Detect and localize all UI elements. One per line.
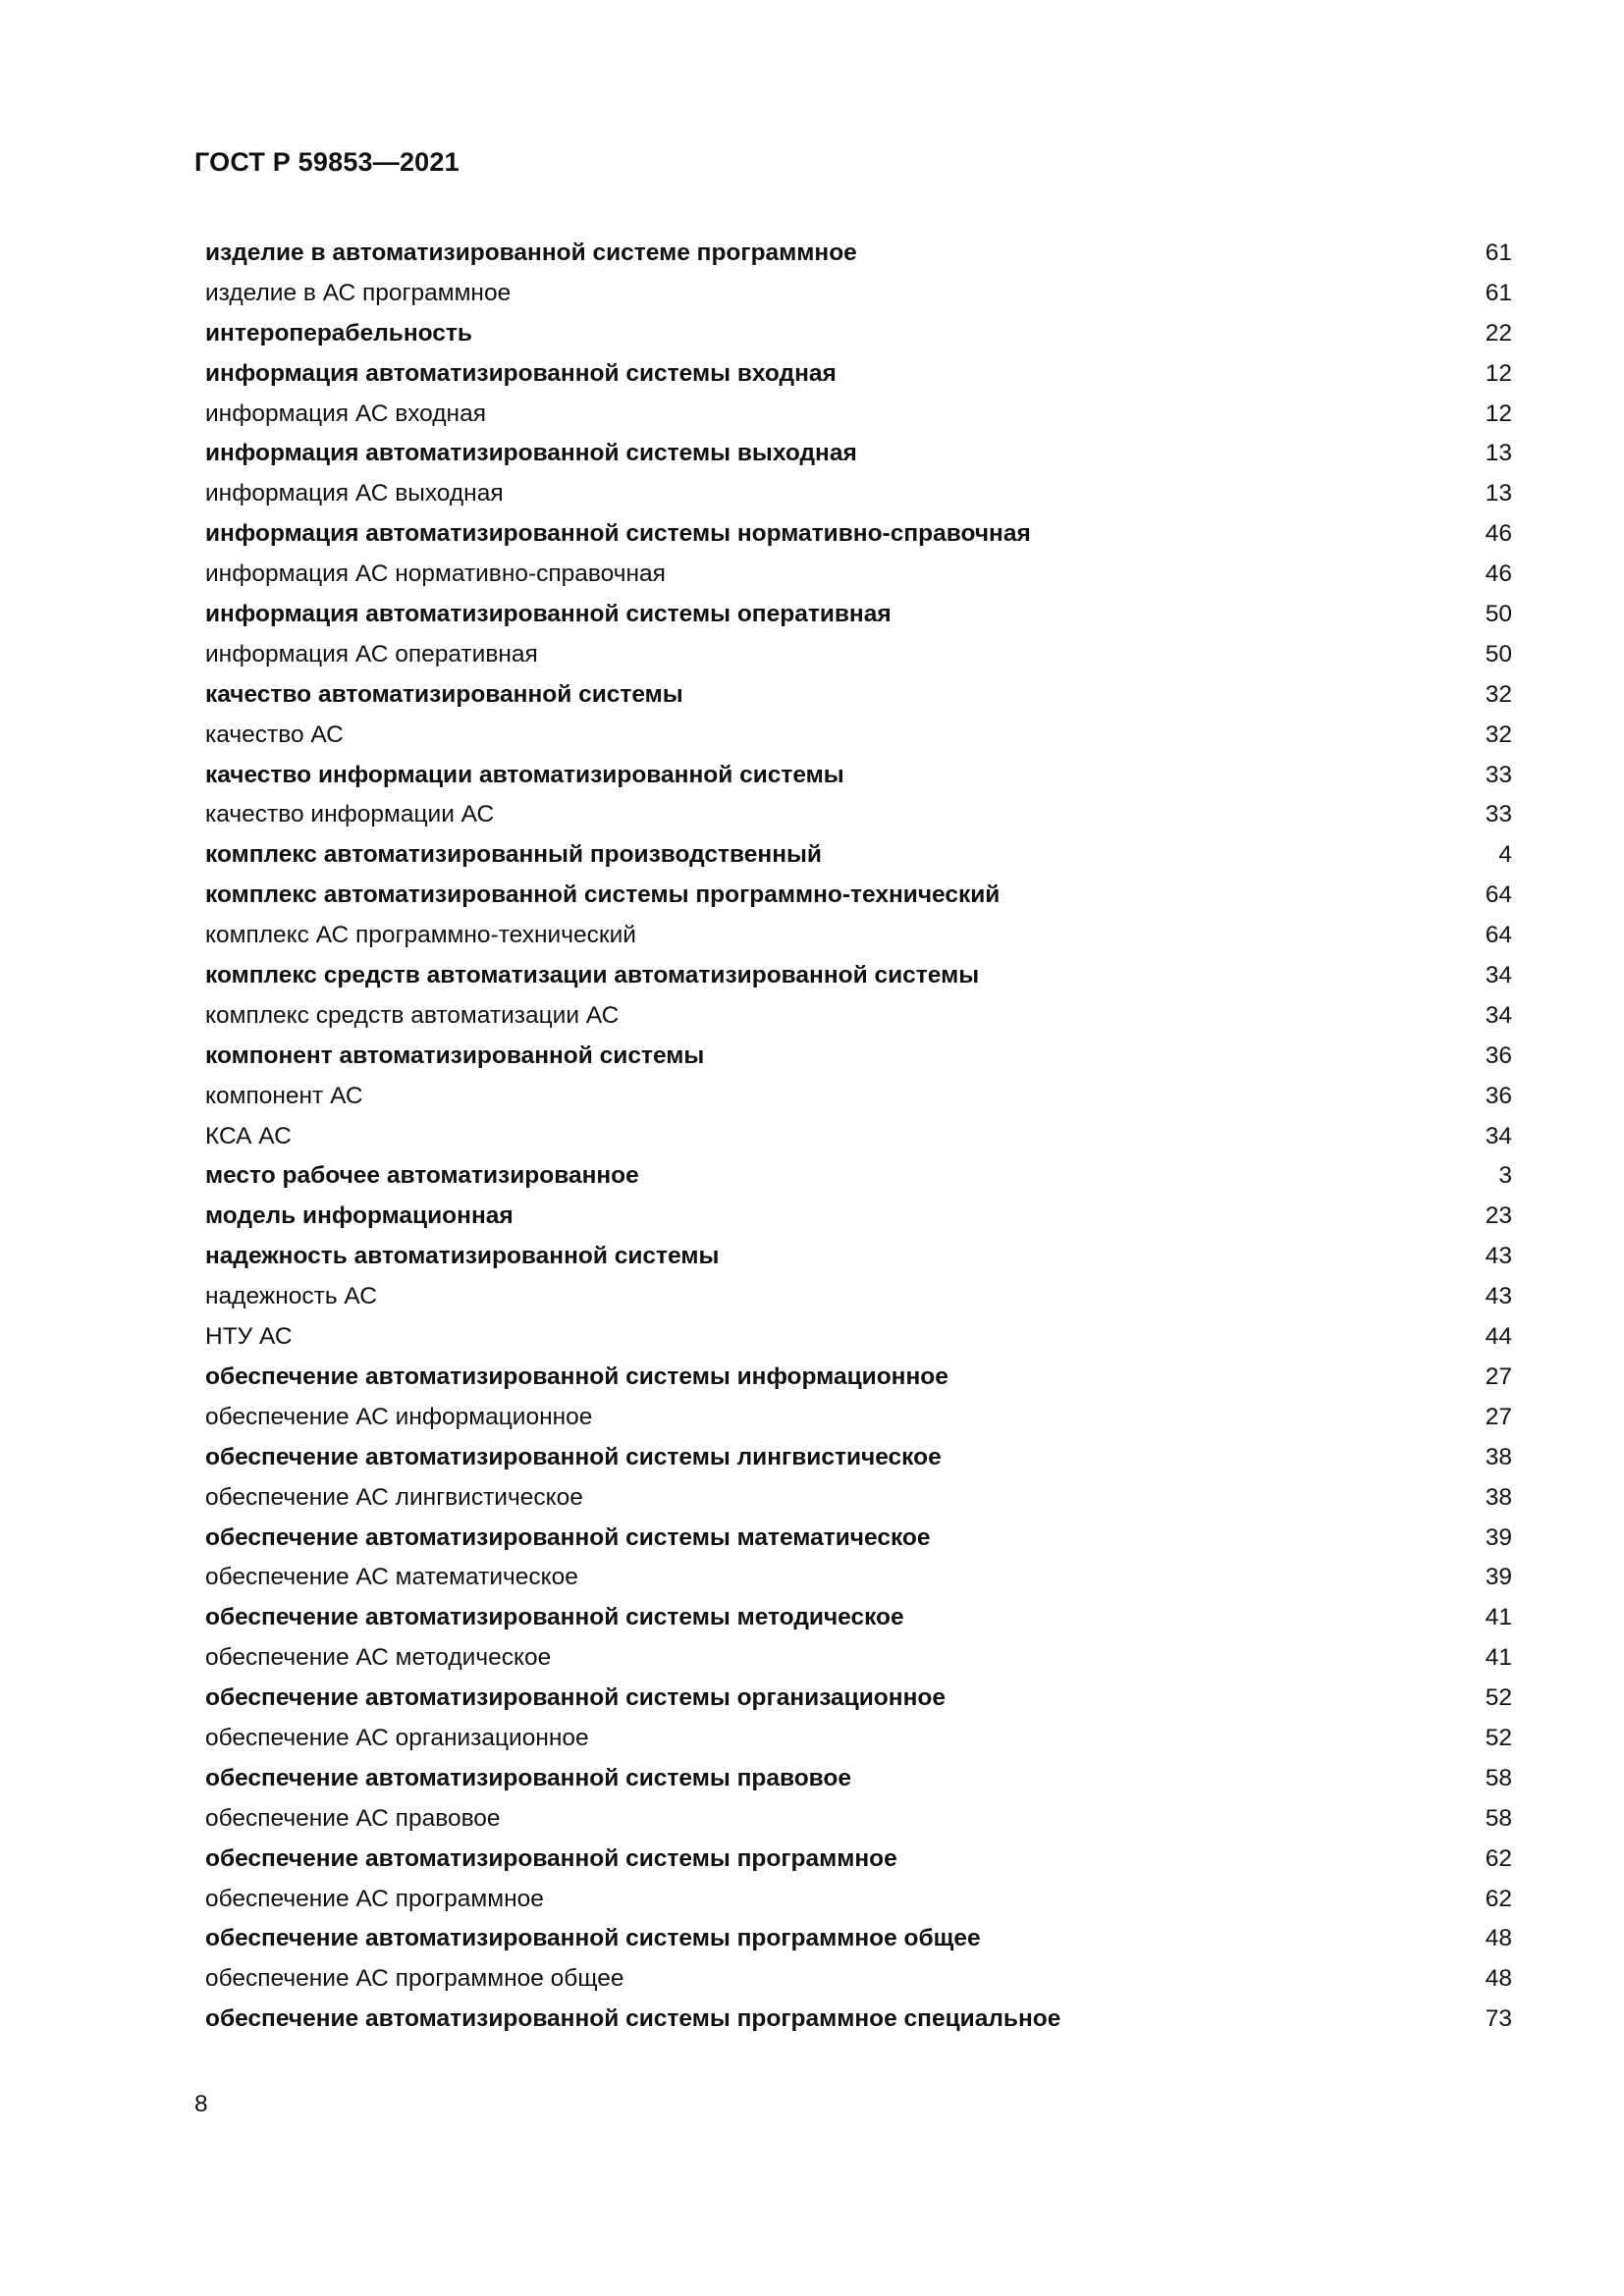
index-term: обеспечение автоматизированной системы методическое [205,1604,904,1631]
index-page-ref: 32 [1485,680,1512,708]
index-entry [205,1077,1512,1117]
index-entry [205,876,1512,916]
index-term: изделие в автоматизированной системе программное [205,240,857,266]
index-page-ref: 62 [1485,1885,1512,1912]
index-page-ref: 12 [1485,400,1512,427]
index-page-ref: 3 [1498,1162,1512,1190]
index-term: комплекс автоматизированной системы программно-технический [205,881,1001,909]
index-term: информация АС входная [205,400,486,427]
index-page-ref: 4 [1498,841,1512,869]
index-entry [205,234,1512,274]
index-page-ref: 36 [1485,1082,1512,1109]
index-term: информация АС выходная [205,480,504,507]
index-entry [205,1719,1512,1759]
index-entry [205,2000,1512,2040]
index-page-ref: 48 [1485,1925,1512,1952]
index-term: обеспечение АС математическое [205,1564,578,1591]
index-term: обеспечение АС программное [205,1885,544,1912]
index-page-ref: 62 [1485,1844,1512,1872]
index-page-ref: 52 [1485,1684,1512,1712]
index-page-ref: 22 [1485,319,1512,347]
index-entry [205,1358,1512,1398]
index-page-ref: 73 [1485,2005,1512,2033]
index-page-ref: 58 [1485,1764,1512,1791]
index-term: обеспечение автоматизированной системы программное специальное [205,2005,1061,2033]
index-term: обеспечение АС методическое [205,1644,552,1672]
index-entry [205,1037,1512,1077]
index-term: надежность автоматизированной системы [205,1243,720,1270]
index-entry [205,1880,1512,1920]
index-term: информация АС нормативно-справочная [205,561,666,588]
index-entry [205,1959,1512,2000]
document-code-header: ГОСТ Р 59853—2021 [194,147,460,177]
index-entry [205,274,1512,314]
index-entry [205,1277,1512,1317]
index-term: обеспечение автоматизированной системы программное [205,1844,897,1872]
index-term: компонент автоматизированной системы [205,1041,705,1069]
index-page-ref: 13 [1485,440,1512,467]
index-term: обеспечение автоматизированной системы информационное [205,1362,948,1390]
index-entry [205,1398,1512,1438]
index-term: обеспечение АС организационное [205,1724,589,1751]
index-page-ref: 46 [1485,520,1512,548]
index-page-ref: 27 [1485,1362,1512,1390]
index-page-ref: 13 [1485,480,1512,507]
index-page-ref: 61 [1485,240,1512,266]
index-term: обеспечение автоматизированной системы программное общее [205,1925,981,1952]
index-entry [205,1438,1512,1478]
index-entry [205,716,1512,756]
index-page-ref: 43 [1485,1243,1512,1270]
index-page-ref: 34 [1485,1001,1512,1029]
index-page-ref: 50 [1485,601,1512,628]
index-entry [205,916,1512,956]
index-term: интероперабельность [205,319,472,347]
index-entry [205,1237,1512,1277]
index-entry [205,956,1512,996]
index-entry [205,1598,1512,1638]
index-page-ref: 64 [1485,922,1512,949]
index-entry [205,1919,1512,1959]
index-page-ref: 38 [1485,1443,1512,1470]
index-page-ref: 46 [1485,561,1512,588]
index-page-ref: 23 [1485,1202,1512,1230]
index-term: надежность АС [205,1283,377,1310]
index-page-ref: 27 [1485,1403,1512,1430]
index-term: обеспечение АС правовое [205,1804,501,1832]
index-term: информация автоматизированной системы оперативная [205,601,892,628]
index-entry [205,1638,1512,1679]
index-page-ref: 50 [1485,640,1512,667]
index-entry [205,756,1512,796]
index-page-ref: 34 [1485,962,1512,989]
index-term: комплекс средств автоматизации автоматизированной системы [205,962,980,989]
index-term: комплекс средств автоматизации АС [205,1001,620,1029]
index-term: информация автоматизированной системы входная [205,359,837,387]
index-term: комплекс АС программно-технический [205,922,636,949]
index-term: обеспечение АС программное общее [205,1965,624,1993]
index-term: комплекс автоматизированный производственный [205,841,822,869]
index-page-ref: 32 [1485,721,1512,748]
index-term: обеспечение АС информационное [205,1403,593,1430]
index-entry [205,1156,1512,1197]
index-entry [205,1679,1512,1719]
index-entry [205,835,1512,876]
index-term: информация АС оперативная [205,640,538,667]
index-page-ref: 48 [1485,1965,1512,1993]
index-term: место рабочее автоматизированное [205,1162,639,1190]
index-term: модель информационная [205,1202,514,1230]
index-entry [205,1197,1512,1237]
index-entry [205,314,1512,354]
index-term: информация автоматизированной системы выходная [205,440,857,467]
index-entry [205,434,1512,474]
index-page-ref: 12 [1485,359,1512,387]
index-page-ref: 34 [1485,1122,1512,1149]
index-page-ref: 38 [1485,1483,1512,1511]
index-entry [205,474,1512,514]
alphabetical-index-list [205,234,1512,2040]
index-page-ref: 52 [1485,1724,1512,1751]
index-term: качество АС [205,721,344,748]
index-page-ref: 58 [1485,1804,1512,1832]
index-page-ref: 43 [1485,1283,1512,1310]
index-term: обеспечение автоматизированной системы правовое [205,1764,852,1791]
index-entry [205,395,1512,435]
index-term: информация автоматизированной системы нормативно-справочная [205,520,1031,548]
index-entry [205,354,1512,395]
index-page-ref: 39 [1485,1564,1512,1591]
index-term: обеспечение автоматизированной системы математическое [205,1523,931,1551]
index-entry [205,996,1512,1037]
index-entry [205,595,1512,635]
index-entry [205,1840,1512,1880]
index-entry [205,1759,1512,1799]
index-page-ref: 64 [1485,881,1512,909]
index-term: обеспечение АС лингвистическое [205,1483,583,1511]
index-entry [205,1799,1512,1840]
index-entry [205,675,1512,716]
index-entry [205,1478,1512,1519]
index-term: НТУ АС [205,1323,293,1351]
index-page-ref: 33 [1485,801,1512,828]
index-page-ref: 41 [1485,1604,1512,1631]
index-term: качество информации АС [205,801,495,828]
index-term: обеспечение автоматизированной системы организационное [205,1684,946,1712]
index-page-ref: 44 [1485,1323,1512,1351]
index-term: качество информации автоматизированной системы [205,761,844,788]
index-entry [205,1117,1512,1157]
index-entry [205,635,1512,675]
index-term: обеспечение автоматизированной системы лингвистическое [205,1443,942,1470]
index-entry [205,1317,1512,1358]
index-page-ref: 33 [1485,761,1512,788]
index-page-ref: 36 [1485,1041,1512,1069]
index-entry [205,1519,1512,1559]
index-page-ref: 41 [1485,1644,1512,1672]
index-page-ref: 61 [1485,279,1512,306]
index-entry [205,514,1512,555]
index-entry [205,1558,1512,1598]
index-term: компонент АС [205,1082,363,1109]
index-term: КСА АС [205,1122,292,1149]
index-entry [205,555,1512,595]
index-term: изделие в АС программное [205,279,512,306]
index-entry [205,795,1512,835]
page-number: 8 [194,2091,208,2117]
index-term: качество автоматизированной системы [205,680,683,708]
index-page-ref: 39 [1485,1523,1512,1551]
